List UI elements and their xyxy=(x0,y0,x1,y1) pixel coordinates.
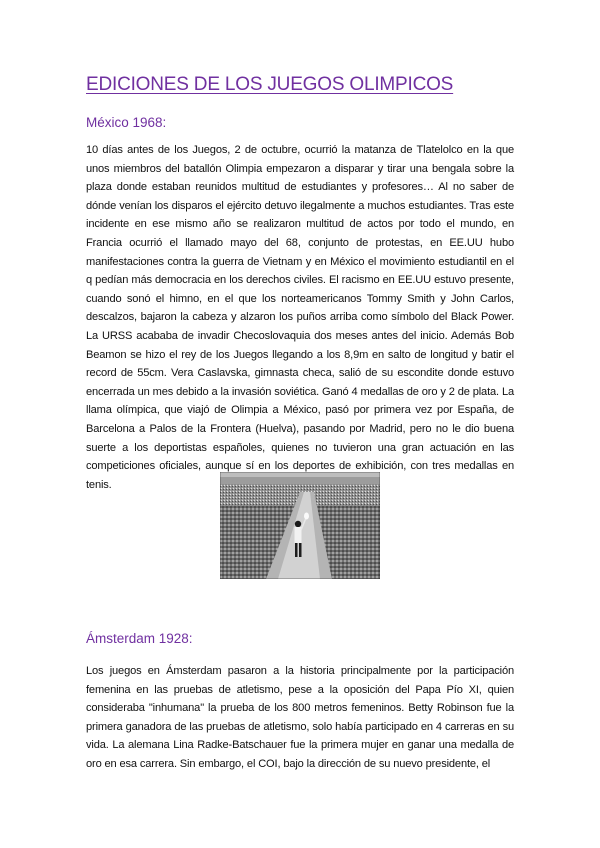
section-heading-amsterdam-1928: Ámsterdam 1928: xyxy=(86,631,193,646)
olympic-stadium-torch-photo xyxy=(220,472,380,579)
section-heading-mexico-1968: México 1968: xyxy=(86,115,167,130)
section-body-amsterdam-1928: Los juegos en Ámsterdam pasaron a la historia principalmente por la participación femenina en las pruebas de atletismo, pese a la oposición del Papa Pío XI, quien consideraba "inhumana" la prueba de los 800 metros femeninos. Betty Robinson fue la primera ganadora de las pruebas de atletismo, solo había participado en 4 carreras en su vida. La alemana Lina Radke-Batschauer fue la primera mujer en ganar una medalla de oro en esa carrera. Sin embargo, el COI, bajo la dirección de su nuevo presidente, el xyxy=(86,665,514,770)
document-title: EDICIONES DE LOS JUEGOS OLIMPICOS xyxy=(86,74,454,95)
section-body-mexico-1968: 10 días antes de los Juegos, 2 de octubre, ocurrió la matanza de Tlatelolco en la que unos miembros del batallón Olimpia empezaron a disparar y tirar una bengala sobre la plaza donde estaban reunidos multitud de estudiantes y profesores… Al no saber de dónde venían los disparos el ejército detuvo ilegalmente a muchos estudiantes. Tras este incidente en ese mismo año se realizaron multitud de actos por todo el mundo, en Francia ocurrió el llamado mayo del 68, conjunto de protestas, en EE.UU hubo manifestaciones contra la guerra de Vietnam y en México el movimiento estudiantil en el q pedían más democracia en los derechos civiles. El racismo en EE.UU estuvo presente, cuando sonó el himno, en el que los norteamericanos Tommy Smith y John Carlos, descalzos, bajaron la cabeza y alzaron los puños arriba como símbolo del Black Power. La URSS acababa de invadir Checoslovaquia dos meses antes del inicio. Además Bob Beamon se hizo el rey de los Juegos llegando a los 8,9m en salto de longitud y batir el record de 55cm. Vera Caslavska, gimnasta checa, salió de su escondite donde estuvo encerrada un mes debido a la invasión soviética. Ganó 4 medallas de oro y 2 de plata. La llama olímpica, que viajó de Olimpia a México, pasó por primera vez por España, de Barcelona a Palos de la Frontera (Huelva), pasando por Madrid, pero no le dio buena suerte a los deportistas españoles, quienes no tuvieron una gran actuación en las competiciones oficiales, aunque sí en los deportes de exhibición, con tres medallas en tenis. xyxy=(86,144,514,491)
